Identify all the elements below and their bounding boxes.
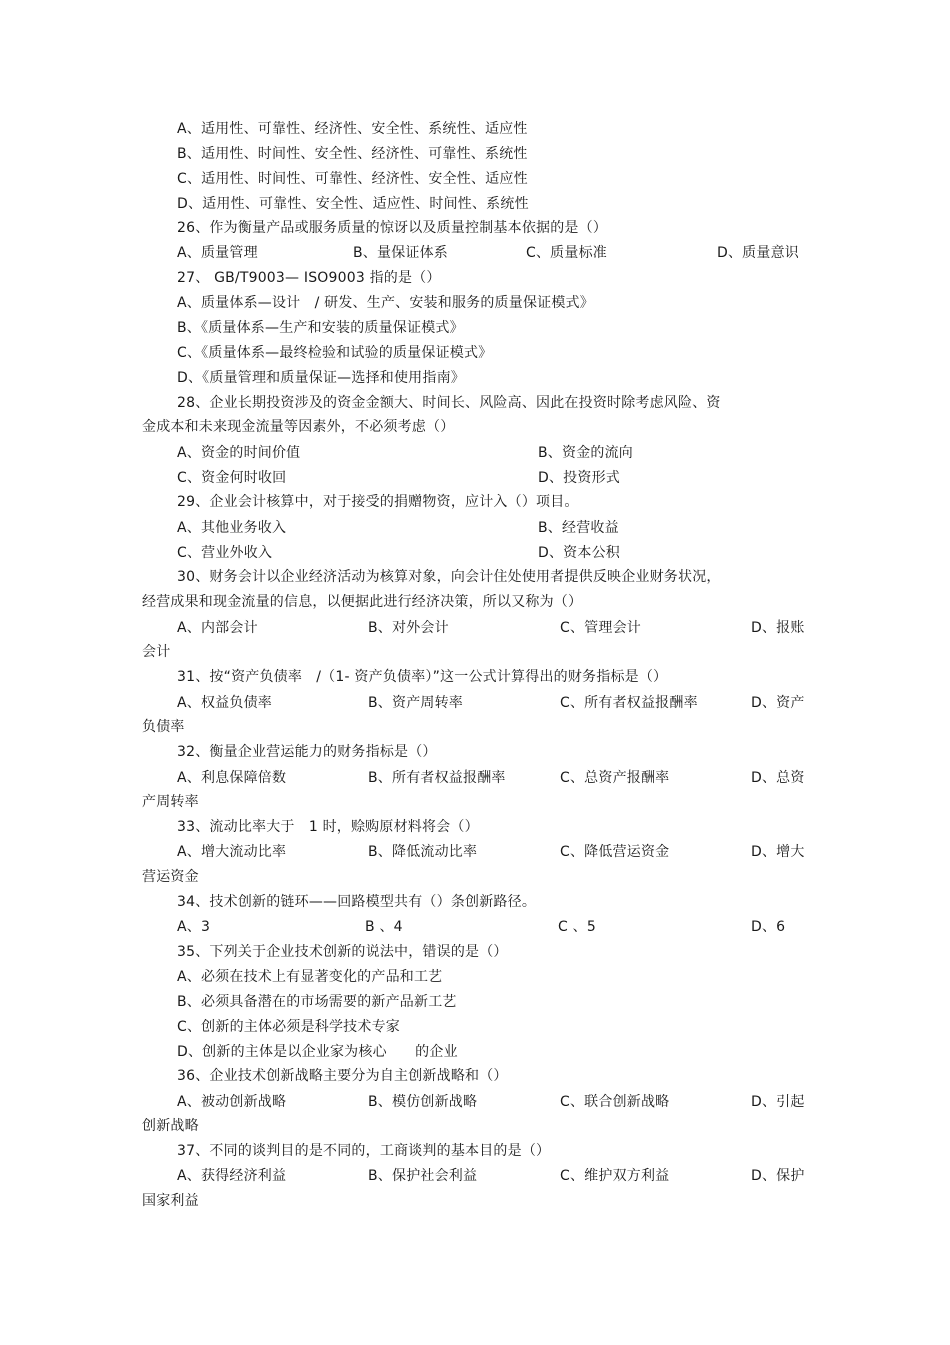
- question-35: 35、下列关于企业技术创新的说法中，错误的是（）: [177, 944, 508, 960]
- option-d-cont: 营运资金: [142, 869, 199, 885]
- option-b: B、量保证体系: [353, 245, 449, 261]
- option-d: D、《质量管理和质量保证—选择和使用指南》: [177, 370, 465, 386]
- question-36: 36、企业技术创新战略主要分为自主创新战略和（）: [177, 1068, 508, 1084]
- option-c: C、质量标准: [526, 245, 607, 261]
- option-d: D、保护: [751, 1168, 805, 1184]
- option-d-cont: 国家利益: [142, 1193, 199, 1209]
- text-line: C、适用性、时间性、可靠性、经济性、安全性、适应性: [177, 171, 528, 187]
- question-34: 34、技术创新的链环——回路模型共有（）条创新路径。: [177, 894, 537, 910]
- option-a: A、资金的时间价值: [177, 445, 301, 461]
- question-28-cont: 金成本和未来现金流量等因素外，不必须考虑（）: [142, 419, 455, 435]
- question-27: 27、 GB/T9003— ISO9003 指的是（）: [177, 270, 441, 286]
- option-d-cont: 负债率: [142, 719, 185, 735]
- option-c: C、总资产报酬率: [560, 770, 670, 786]
- text-line: D、适用性、可靠性、安全性、适应性、时间性、系统性: [177, 196, 529, 212]
- question-32: 32、衡量企业营运能力的财务指标是（）: [177, 744, 437, 760]
- option-c: C、资金何时收回: [177, 470, 287, 486]
- option-c: C、维护双方利益: [560, 1168, 670, 1184]
- option-a: A、被动创新战略: [177, 1094, 287, 1110]
- option-d: D、报账: [751, 620, 805, 636]
- option-a: A、增大流动比率: [177, 844, 287, 860]
- option-d: D、引起: [751, 1094, 805, 1110]
- question-30-cont: 经营成果和现金流量的信息，以便据此进行经济决策，所以又称为（）: [142, 594, 583, 610]
- option-a: A、内部会计: [177, 620, 258, 636]
- option-a: A、利息保障倍数: [177, 770, 287, 786]
- option-a: A、权益负债率: [177, 695, 272, 711]
- option-d: D、增大: [751, 844, 805, 860]
- option-a: A、质量体系—设计 / 研发、生产、安装和服务的质量保证模式》: [177, 295, 594, 311]
- option-c: C、降低营运资金: [560, 844, 670, 860]
- question-33: 33、流动比率大于 1 时，赊购原材料将会（）: [177, 819, 479, 835]
- option-c: C、管理会计: [560, 620, 641, 636]
- option-d: D、总资: [751, 770, 805, 786]
- option-a: A、质量管理: [177, 245, 258, 261]
- question-31: 31、按“资产负债率 /（1- 资产负债率）”这一公式计算得出的财务指标是（）: [177, 669, 668, 685]
- option-b: B、资产周转率: [368, 695, 464, 711]
- text-line: A、适用性、可靠性、经济性、安全性、系统性、适应性: [177, 121, 528, 137]
- question-29: 29、企业会计核算中，对于接受的捐赠物资，应计入（）项目。: [177, 494, 579, 510]
- option-c: C、创新的主体必须是科学技术专家: [177, 1019, 400, 1035]
- option-c: C、《质量体系—最终检验和试验的质量保证模式》: [177, 345, 493, 361]
- option-b: B 、4: [365, 919, 403, 935]
- option-d: D、6: [751, 919, 786, 935]
- option-d: D、创新的主体是以企业家为核心 的企业: [177, 1044, 458, 1060]
- option-c: C 、5: [558, 919, 596, 935]
- option-c: C、所有者权益报酬率: [560, 695, 698, 711]
- option-b: B、必须具备潜在的市场需要的新产品新工艺: [177, 994, 457, 1010]
- option-d: D、资产: [751, 695, 805, 711]
- option-d: D、质量意识: [717, 245, 799, 261]
- option-a: A、3: [177, 919, 211, 935]
- option-d-cont: 创新战略: [142, 1118, 199, 1134]
- option-b: B、经营收益: [538, 520, 619, 536]
- option-a: A、必须在技术上有显著变化的产品和工艺: [177, 969, 443, 985]
- option-c: C、营业外收入: [177, 545, 273, 561]
- question-30: 30、财务会计以企业经济活动为核算对象，向会计住处使用者提供反映企业财务状况，: [177, 569, 721, 585]
- option-a: A、其他业务收入: [177, 520, 287, 536]
- option-b: B、保护社会利益: [368, 1168, 478, 1184]
- option-d: D、资本公积: [538, 545, 620, 561]
- option-b: B、对外会计: [368, 620, 449, 636]
- question-26: 26、作为衡量产品或服务质量的惊讶以及质量控制基本依据的是（）: [177, 220, 608, 236]
- option-a: A、获得经济利益: [177, 1168, 287, 1184]
- option-d-cont: 产周转率: [142, 794, 199, 810]
- question-28: 28、企业长期投资涉及的资金金额大、时间长、风险高、因此在投资时除考虑风险、资: [177, 395, 721, 411]
- text-line: B、适用性、时间性、安全性、经济性、可靠性、系统性: [177, 146, 528, 162]
- option-b: B、降低流动比率: [368, 844, 478, 860]
- option-d-cont: 会计: [142, 644, 171, 660]
- option-d: D、投资形式: [538, 470, 620, 486]
- option-b: B、资金的流向: [538, 445, 634, 461]
- option-c: C、联合创新战略: [560, 1094, 670, 1110]
- option-b: B、模仿创新战略: [368, 1094, 478, 1110]
- question-37: 37、不同的谈判目的是不同的，工商谈判的基本目的是（）: [177, 1143, 551, 1159]
- option-b: B、《质量体系—生产和安装的质量保证模式》: [177, 320, 464, 336]
- option-b: B、所有者权益报酬率: [368, 770, 506, 786]
